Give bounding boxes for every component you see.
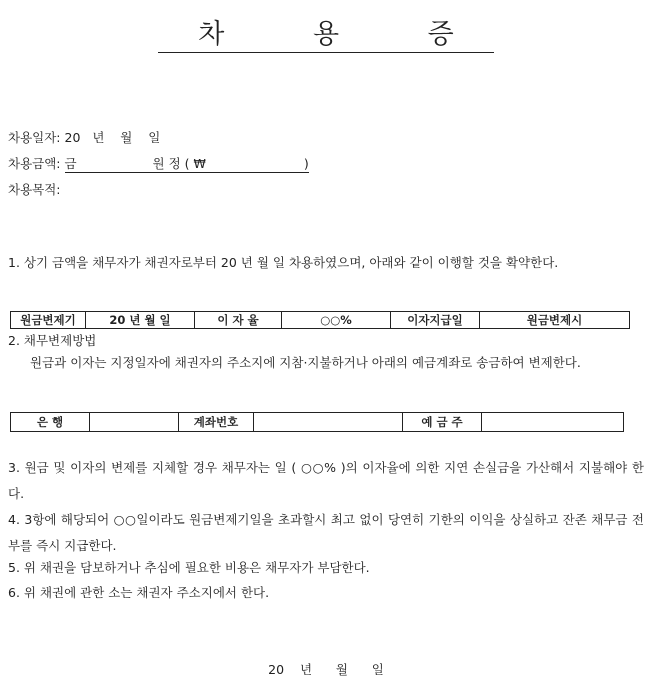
loan-purpose-line	[8, 180, 61, 198]
table-cell: 이 자 율	[195, 312, 282, 329]
clause-3: 3. 원금 및 이자의 변제를 지체할 경우 채무자는 일 ( ○○% )의 이자율에 의한 지연 손실금을 가산해서 지불해야 한다.	[8, 460, 644, 501]
clause-4: 4. 3항에 해당되어 ○○일이라도 원금변제기일을 초과할시 최고 없이 당연히 기한의 이익을 상실하고 잔존 채무금 전부를 즉시 지급한다.	[8, 512, 644, 553]
table-row	[11, 312, 630, 329]
table-cell: 이자지급일	[391, 312, 480, 329]
loan-amount-label: 차용금액:	[8, 156, 61, 171]
table-cell: 은 행	[11, 413, 90, 432]
clause-6: 6. 위 채권에 관한 소는 채권자 주소지에서 한다.	[8, 585, 270, 600]
title-text: 차 용 증	[158, 18, 493, 53]
amount-close: )	[303, 156, 309, 171]
loan-amount-line	[8, 154, 309, 173]
repayment-table	[10, 311, 630, 329]
loan-purpose-label: 차용목적:	[8, 182, 61, 197]
clause-2-title: 2. 채무변제방법	[8, 333, 97, 348]
table-cell	[90, 413, 179, 432]
table-cell: 원금변제시	[480, 312, 630, 329]
table-cell: 20 년 월 일	[86, 312, 195, 329]
signature-date-text: 20 년 월 일	[268, 662, 384, 677]
table-cell	[482, 413, 624, 432]
table-cell: 계좌번호	[179, 413, 254, 432]
bank-account-table	[10, 412, 624, 432]
table-cell: ○○%	[282, 312, 391, 329]
clause-5: 5. 위 채권을 담보하거나 추심에 필요한 비용은 채무자가 부담한다.	[8, 560, 370, 575]
table-cell: 예 금 주	[403, 413, 482, 432]
table-cell: 원금변제기	[11, 312, 86, 329]
loan-date-label: 차용일자:	[8, 130, 61, 145]
table-row	[11, 413, 624, 432]
clause-2-body: 원금과 이자는 지정일자에 채권자의 주소지에 지참·지불하거나 아래의 예금계좌로 송금하여 변제한다.	[30, 355, 581, 370]
document-title	[0, 18, 652, 53]
table-cell	[254, 413, 403, 432]
signature-date	[0, 660, 652, 678]
loan-amount-field	[65, 154, 309, 173]
loan-date-value: 20 년 월 일	[64, 130, 161, 145]
amount-prefix: 금	[64, 156, 77, 171]
amount-suffix: 원 정 ( ₩	[152, 156, 206, 171]
clause-1: 1. 상기 금액을 채무자가 채권자로부터 20 년 월 일 차용하였으며, 아래와 같이 이행할 것을 확약한다.	[8, 255, 559, 270]
loan-date-line	[8, 128, 160, 146]
